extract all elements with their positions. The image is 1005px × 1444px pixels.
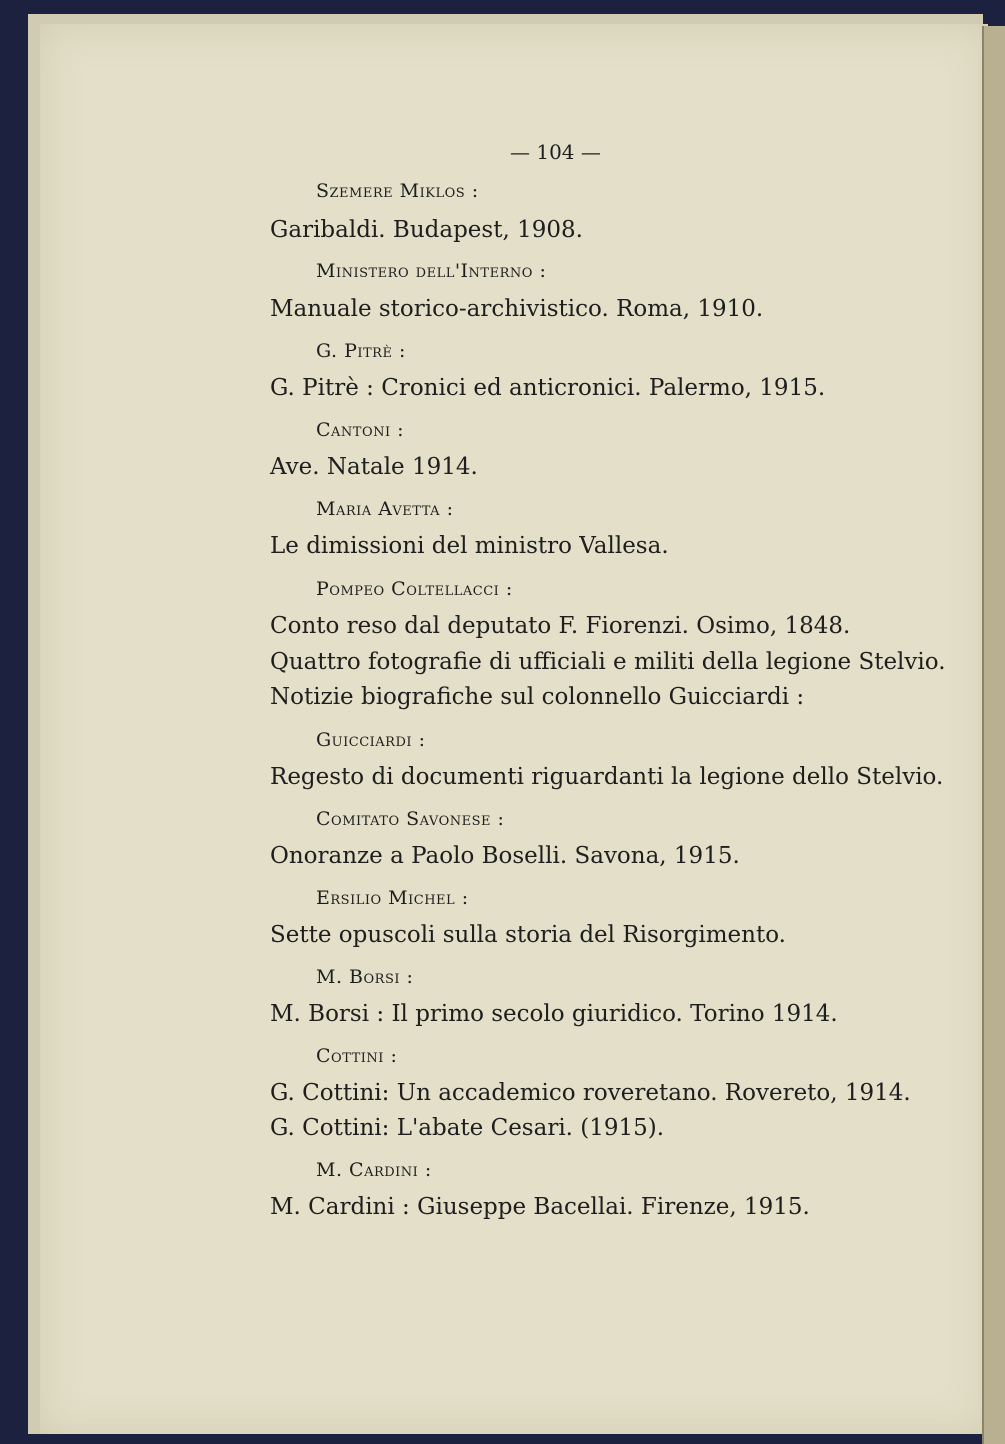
entry-author: Maria Avetta : [316,498,454,520]
entry-title: Onoranze a Paolo Boselli. Savona, 1915. [270,843,740,869]
entry-title: Regesto di documenti riguardanti la legione dello Stelvio. [270,764,944,790]
entry-author: Ministero dell'Interno : [316,260,547,282]
entry-title: Le dimissioni del ministro Vallesa. [270,533,669,559]
entry-title: Sette opuscoli sulla storia del Risorgimento. [270,922,786,948]
entry-author: Cottini : [316,1045,398,1067]
entry-author: Szemere Miklos : [316,180,479,202]
entry-title: M. Cardini : Giuseppe Bacellai. Firenze, 1915. [270,1194,810,1220]
entry-title: G. Pitrè : Cronici ed anticronici. Palermo, 1915. [270,375,826,401]
entry-author: Pompeo Coltellacci : [316,578,513,600]
entry-title: Ave. Natale 1914. [270,454,478,480]
entry-author: M. Borsi : [316,966,414,988]
entry-title: Conto reso dal deputato F. Fiorenzi. Osimo, 1848. [270,613,851,639]
entry-author: Comitato Savonese : [316,808,505,830]
entry-author: Guicciardi : [316,729,426,751]
entry-author: M. Cardini : [316,1159,432,1181]
entry-title: Quattro fotografie di ufficiali e militi della legione Stelvio. [270,649,946,675]
entry-title: G. Cottini: Un accademico roveretano. Rovereto, 1914. [270,1080,911,1106]
entry-title: G. Cottini: L'abate Cesari. (1915). [270,1115,665,1141]
entry-author: G. Pitrè : [316,340,406,362]
entry-title: Notizie biografiche sul colonnello Guicciardi : [270,684,805,710]
entry-author: Cantoni : [316,419,405,441]
entry-title: M. Borsi : Il primo secolo giuridico. Torino 1914. [270,1001,838,1027]
facing-page-edge [982,26,1005,1444]
entry-title: Manuale storico-archivistico. Roma, 1910. [270,296,764,322]
entry-author: Ersilio Michel : [316,887,469,909]
entry-title: Garibaldi. Budapest, 1908. [270,217,583,243]
page-number: — 104 — [510,140,601,164]
